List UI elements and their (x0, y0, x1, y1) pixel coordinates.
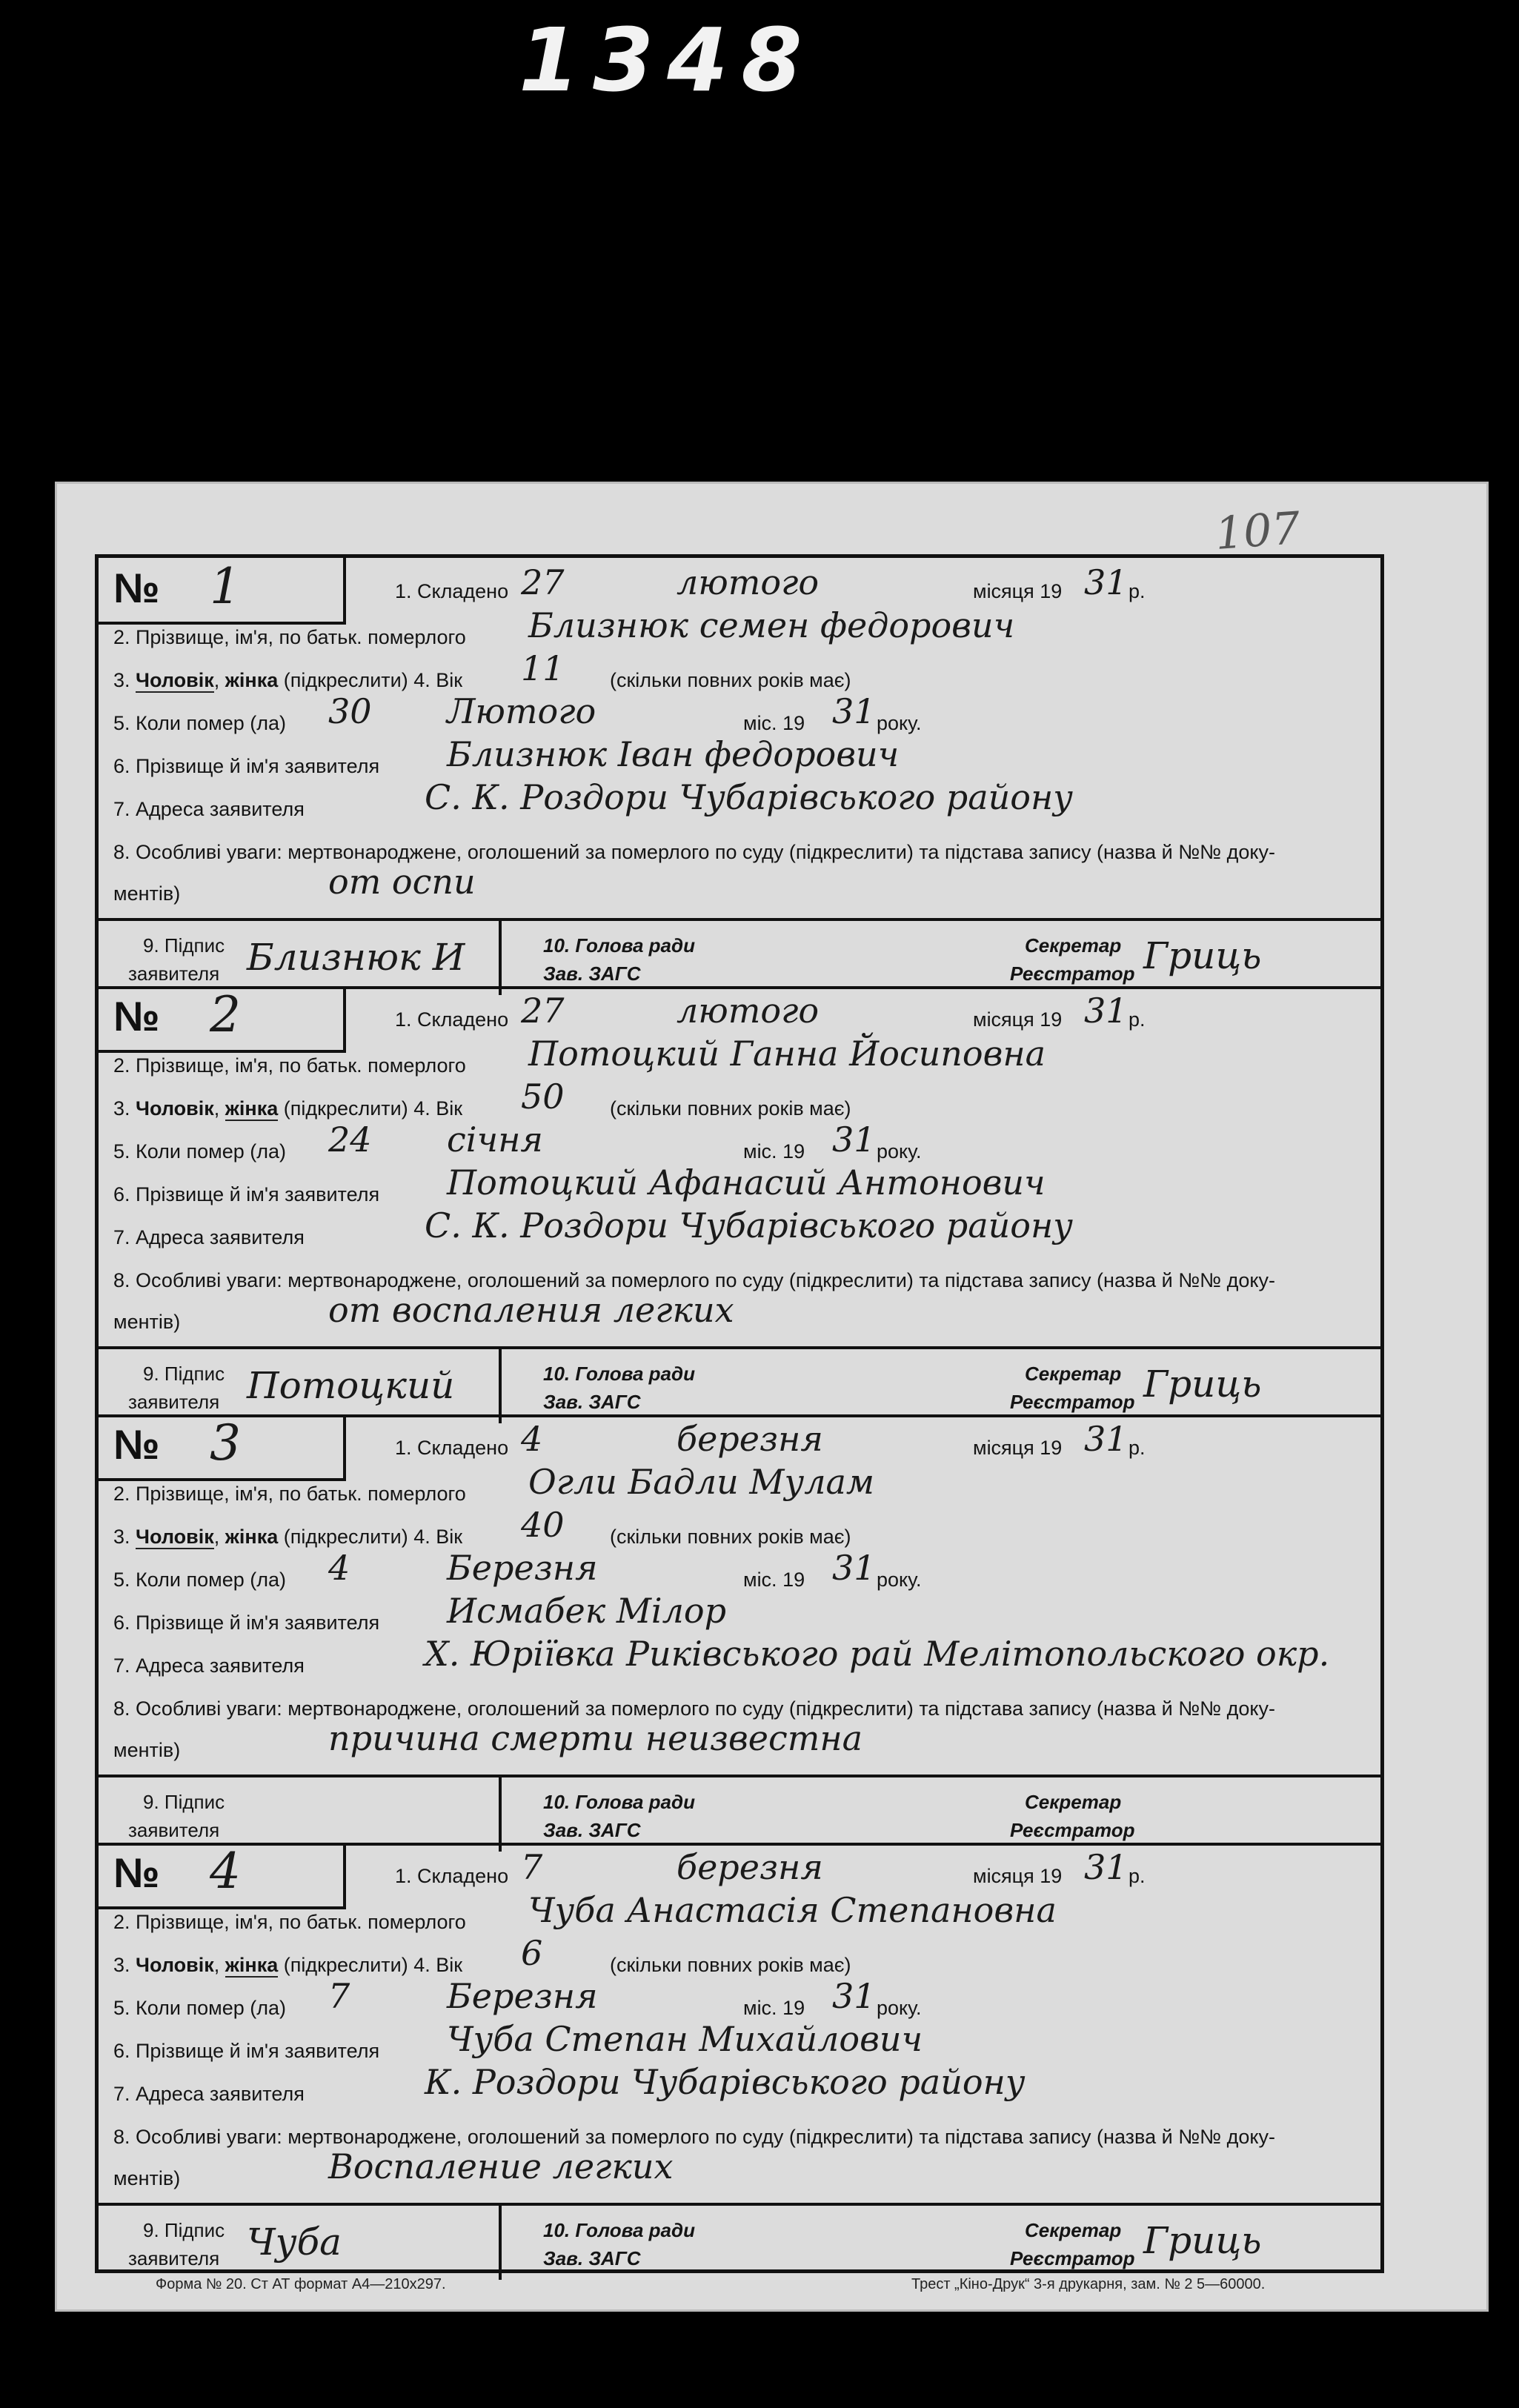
deceased-age: 40 (521, 1505, 565, 1545)
sex-male: Чоловік (136, 1954, 214, 1976)
death-month-label: міс. 19 (743, 1569, 805, 1591)
chairman-label: 10. Голова ради (543, 934, 695, 957)
sex-age-line: 3. Чоловік, жінка (підкреслити) 4. Вік (113, 669, 463, 691)
applicant-signature: Потоцкий (247, 1364, 455, 1407)
sex-female: жінка (225, 1954, 279, 1976)
compiled-label: 1. Складено (395, 1008, 509, 1031)
applicant-address: С. К. Роздори Чубарівського району (425, 777, 1073, 817)
deceased-age: 6 (521, 1933, 543, 1973)
secretary-label: Секретар (1025, 934, 1122, 957)
documents-label: ментів) (113, 2167, 181, 2189)
sex-label-number: 3. (113, 1097, 130, 1120)
documents-label: ментів) (113, 1739, 181, 1761)
applicant-name-label: 6. Прізвище й ім'я заявителя (113, 2040, 380, 2062)
applicant-signature-label-2: заявителя (128, 2247, 220, 2269)
number-sign: № (113, 993, 160, 1040)
secretary-signature: Гриць (1143, 1363, 1262, 1406)
signature-row (99, 1346, 1380, 1423)
death-month: Лютого (447, 691, 596, 731)
applicant-name-label: 6. Прізвище й ім'я заявителя (113, 1183, 380, 1205)
sex-age-line: 3. Чоловік, жінка (підкреслити) 4. Вік (113, 1954, 463, 1976)
deceased-name-label: 2. Прізвище, ім'я, по батьк. померлого (113, 1911, 466, 1933)
death-year: 31 (832, 691, 876, 731)
age-label: (підкреслити) 4. Вік (283, 669, 463, 691)
applicant-signature-label: 9. Підпис (143, 934, 225, 957)
compiled-month: березня (677, 1419, 823, 1459)
registry-head-label: Зав. ЗАГС (543, 1819, 641, 1841)
compiled-year: 31 (1084, 1847, 1128, 1887)
deceased-name-label: 2. Прізвище, ім'я, по батьк. померлого (113, 1483, 466, 1505)
sex-label-number: 3. (113, 1954, 130, 1976)
compiled-year: 31 (1084, 1419, 1128, 1459)
signature-divider (499, 1349, 502, 1423)
sex-label-number: 3. (113, 1526, 130, 1548)
secretary-signature: Гриць (1143, 2219, 1262, 2262)
form-footer-left: Форма № 20. Ст АТ формат А4—210х297. (156, 2276, 446, 2292)
secretary-label: Секретар (1025, 2219, 1122, 2241)
age-note: (скільки повних років має) (610, 1097, 851, 1120)
registrar-label: Реєстратор (1010, 2247, 1135, 2269)
deceased-age: 50 (521, 1077, 565, 1117)
applicant-name: Чуба Степан Михайлович (447, 2019, 923, 2059)
number-sign: № (113, 565, 160, 611)
sex-female: жінка (225, 1097, 279, 1120)
death-record (99, 1843, 1380, 2271)
death-date-label: 5. Коли помер (ла) (113, 712, 286, 734)
documents-label: ментів) (113, 882, 181, 905)
death-day: 7 (328, 1976, 350, 2016)
sex-male: Чоловік (136, 669, 214, 691)
compiled-label: 1. Складено (395, 580, 509, 602)
age-label: (підкреслити) 4. Вік (283, 1526, 463, 1548)
death-record (99, 986, 1380, 1417)
record-number-box (99, 1843, 346, 1909)
compiled-day: 27 (521, 562, 565, 602)
documents-label: ментів) (113, 1311, 181, 1333)
secretary-label: Секретар (1025, 1363, 1122, 1385)
chairman-label: 10. Голова ради (543, 1791, 695, 1813)
age-note: (скільки повних років має) (610, 669, 851, 691)
deceased-name-label: 2. Прізвище, ім'я, по батьк. померлого (113, 626, 466, 648)
applicant-signature-label: 9. Підпис (143, 1363, 225, 1385)
month-year-label: місяця 19 (973, 1437, 1063, 1459)
death-month-label: міс. 19 (743, 712, 805, 734)
compiled-year: 31 (1084, 562, 1128, 602)
special-notes-label: 8. Особливі уваги: мертвонароджене, оголошений за померлого по суду (підкреслити) та підстава запису (назва й №№ доку- (113, 2126, 1276, 2148)
death-year-label: року. (877, 1997, 922, 2019)
age-note: (скільки повних років має) (610, 1526, 851, 1548)
applicant-address-label: 7. Адреса заявителя (113, 1654, 305, 1677)
applicant-name-label: 6. Прізвище й ім'я заявителя (113, 1612, 380, 1634)
deceased-name-label: 2. Прізвище, ім'я, по батьк. померлого (113, 1054, 466, 1077)
signature-row (99, 1775, 1380, 1852)
record-number: 4 (210, 1843, 241, 1900)
month-year-label: місяця 19 (973, 1865, 1063, 1887)
applicant-address-label: 7. Адреса заявителя (113, 2083, 305, 2105)
applicant-address: Х. Юріївка Риківського рай Мелітопольского окр. (425, 1634, 1330, 1674)
compiled-month: лютого (677, 991, 820, 1031)
special-notes: Воспаление легких (328, 2146, 674, 2186)
year-suffix: р. (1129, 1008, 1146, 1031)
year-suffix: р. (1129, 1437, 1146, 1459)
chairman-label: 10. Голова ради (543, 2219, 695, 2241)
special-notes: от воспаления легких (328, 1290, 734, 1330)
death-year: 31 (832, 1120, 876, 1160)
death-month-label: міс. 19 (743, 1997, 805, 2019)
number-sign: № (113, 1421, 160, 1468)
age-label: (підкреслити) 4. Вік (283, 1097, 463, 1120)
archive-page-number: 107 (1213, 502, 1302, 560)
death-month-label: міс. 19 (743, 1140, 805, 1163)
death-date-label: 5. Коли помер (ла) (113, 1140, 286, 1163)
registrar-label: Реєстратор (1010, 962, 1135, 985)
number-sign: № (113, 1849, 160, 1896)
deceased-age: 11 (521, 648, 565, 688)
registry-head-label: Зав. ЗАГС (543, 962, 641, 985)
month-year-label: місяця 19 (973, 580, 1063, 602)
death-record (99, 1414, 1380, 1846)
record-number: 1 (210, 558, 241, 615)
death-day: 24 (328, 1120, 372, 1160)
registry-head-label: Зав. ЗАГС (543, 2247, 641, 2269)
applicant-name: Потоцкий Афанасий Антонович (447, 1163, 1046, 1203)
death-date-label: 5. Коли помер (ла) (113, 1997, 286, 2019)
record-number-box (99, 986, 346, 1053)
death-month: січня (447, 1120, 543, 1160)
sex-age-line: 3. Чоловік, жінка (підкреслити) 4. Вік (113, 1097, 463, 1120)
applicant-signature-label: 9. Підпис (143, 2219, 225, 2241)
signature-divider (499, 1777, 502, 1852)
special-notes-label: 8. Особливі уваги: мертвонароджене, оголошений за померлого по суду (підкреслити) та підстава запису (назва й №№ доку- (113, 1697, 1276, 1720)
death-year: 31 (832, 1548, 876, 1588)
secretary-label: Секретар (1025, 1791, 1122, 1813)
secretary-signature: Гриць (1143, 934, 1262, 977)
sex-age-line: 3. Чоловік, жінка (підкреслити) 4. Вік (113, 1526, 463, 1548)
compiled-year: 31 (1084, 991, 1128, 1031)
record-number: 3 (210, 1414, 241, 1471)
death-month: Березня (447, 1976, 598, 2016)
signature-divider (499, 2206, 502, 2280)
registry-head-label: Зав. ЗАГС (543, 1391, 641, 1413)
death-year: 31 (832, 1976, 876, 2016)
applicant-address: С. К. Роздори Чубарівського району (425, 1205, 1073, 1245)
form-footer-right: Трест „Кіно-Друк“ 3-я друкарня, зам. № 2 5—60000. (911, 2276, 1266, 2292)
signature-row (99, 918, 1380, 995)
registrar-label: Реєстратор (1010, 1391, 1135, 1413)
frame-number: 1348 (519, 9, 816, 111)
record-number-box (99, 558, 346, 625)
sex-male: Чоловік (136, 1526, 214, 1548)
special-notes-label: 8. Особливі уваги: мертвонароджене, оголошений за померлого по суду (підкреслити) та підстава запису (назва й №№ доку- (113, 841, 1276, 863)
applicant-address-label: 7. Адреса заявителя (113, 798, 305, 820)
compiled-month: лютого (677, 562, 820, 602)
compiled-month: березня (677, 1847, 823, 1887)
compiled-day: 27 (521, 991, 565, 1031)
applicant-name: Близнюк Іван федорович (447, 734, 900, 774)
death-day: 30 (328, 691, 372, 731)
applicant-address-label: 7. Адреса заявителя (113, 1226, 305, 1248)
deceased-name: Близнюк семен федорович (528, 605, 1015, 645)
signature-divider (499, 921, 502, 995)
applicant-signature-label: 9. Підпис (143, 1791, 225, 1813)
applicant-name-label: 6. Прізвище й ім'я заявителя (113, 755, 380, 777)
applicant-signature-label-2: заявителя (128, 1819, 220, 1841)
applicant-signature-label-2: заявителя (128, 1391, 220, 1413)
special-notes-label: 8. Особливі уваги: мертвонароджене, оголошений за померлого по суду (підкреслити) та підстава запису (назва й №№ доку- (113, 1269, 1276, 1291)
applicant-name: Исмабек Мілор (447, 1591, 727, 1631)
deceased-name: Огли Бадли Мулам (528, 1462, 875, 1502)
year-suffix: р. (1129, 1865, 1146, 1887)
chairman-label: 10. Голова ради (543, 1363, 695, 1385)
applicant-signature: Близнюк И (247, 936, 465, 979)
special-notes: от оспи (328, 862, 476, 902)
sex-female: жінка (225, 669, 279, 691)
death-year-label: року. (877, 712, 922, 734)
applicant-signature-label-2: заявителя (128, 962, 220, 985)
applicant-signature: Чуба (247, 2221, 342, 2264)
death-register-form (95, 554, 1384, 2273)
deceased-name: Потоцкий Ганна Йосиповна (528, 1034, 1046, 1074)
deceased-name: Чуба Анастасія Степановна (528, 1890, 1057, 1930)
compiled-day: 4 (521, 1419, 543, 1459)
sex-label-number: 3. (113, 669, 130, 691)
death-month: Березня (447, 1548, 598, 1588)
death-year-label: року. (877, 1140, 922, 1163)
record-number: 2 (210, 986, 241, 1043)
age-label: (підкреслити) 4. Вік (283, 1954, 463, 1976)
compiled-label: 1. Складено (395, 1437, 509, 1459)
compiled-label: 1. Складено (395, 1865, 509, 1887)
special-notes: причина смерти неизвестна (328, 1718, 863, 1758)
age-note: (скільки повних років має) (610, 1954, 851, 1976)
registrar-label: Реєстратор (1010, 1819, 1135, 1841)
record-number-box (99, 1414, 346, 1481)
year-suffix: р. (1129, 580, 1146, 602)
death-year-label: року. (877, 1569, 922, 1591)
sex-male: Чоловік (136, 1097, 214, 1120)
compiled-day: 7 (521, 1847, 543, 1887)
death-date-label: 5. Коли помер (ла) (113, 1569, 286, 1591)
month-year-label: місяця 19 (973, 1008, 1063, 1031)
death-record (99, 558, 1380, 989)
applicant-address: К. Роздори Чубарівського району (425, 2062, 1026, 2102)
sex-female: жінка (225, 1526, 279, 1548)
death-day: 4 (328, 1548, 350, 1588)
signature-row (99, 2203, 1380, 2280)
